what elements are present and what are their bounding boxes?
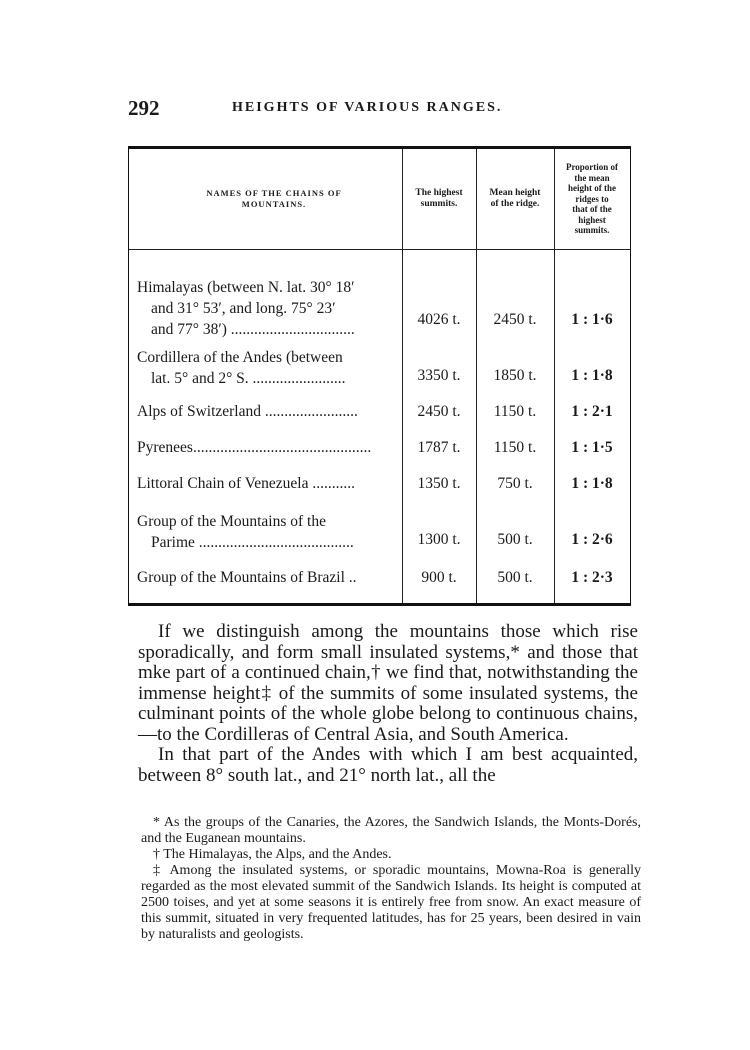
header-text: the mean <box>574 172 610 183</box>
highest-summit: 4026 t. <box>417 311 461 328</box>
range-name <box>137 277 395 340</box>
header-text: ridges to <box>575 193 609 204</box>
range-name <box>137 567 395 588</box>
footnotes <box>141 815 641 943</box>
mean-height: 500 t. <box>497 569 533 586</box>
body-text <box>138 622 638 786</box>
header-text: that of the <box>572 204 612 215</box>
proportion: 1 : 2·1 <box>571 403 613 420</box>
range-name-line: Parime ........................................ <box>151 534 354 551</box>
range-name <box>137 401 395 422</box>
mountain-heights-table <box>128 146 631 606</box>
proportion: 1 : 1·6 <box>571 311 613 328</box>
header-text: Mean height <box>489 188 541 198</box>
paragraph: If we distinguish among the mountains those which rise sporadically, and form small insulated systems,* and those that mke part of a continued chain,† we find that, notwithstanding the immense height‡ of the summits of some insulated systems, the culminant points of the whole globe belong to continuous chains,—to the Cordilleras of Central Asia, and South America. <box>138 621 638 745</box>
highest-summit: 2450 t. <box>417 403 461 420</box>
range-name-line: Group of the Mountains of the <box>137 513 326 530</box>
proportion: 1 : 2·6 <box>571 531 613 548</box>
range-name <box>137 511 395 553</box>
range-name-line: Alps of Switzerland ........................ <box>137 403 358 420</box>
range-name <box>137 437 395 458</box>
highest-summit: 1350 t. <box>417 475 461 492</box>
header-text: The highest <box>415 188 463 198</box>
range-name-line: and 31° 53′, and long. 75° 23′ <box>151 300 336 317</box>
footnote: † The Himalayas, the Alps, and the Andes. <box>153 847 392 862</box>
proportion: 1 : 2·3 <box>571 569 613 586</box>
paragraph: In that part of the Andes with which I am best acquainted, between 8° south lat., and 21° north lat., all the <box>138 744 638 786</box>
range-name-line: Littoral Chain of Venezuela ........... <box>137 475 355 492</box>
page-header <box>128 96 628 124</box>
highest-summit: 3350 t. <box>417 367 461 384</box>
page-number: 292 <box>128 96 160 120</box>
range-name-line: and 77° 38′) ................................ <box>151 321 355 338</box>
highest-summit: 900 t. <box>421 569 457 586</box>
mean-height: 1150 t. <box>493 439 537 456</box>
header-text: summits. <box>574 225 610 236</box>
mean-height: 750 t. <box>497 475 533 492</box>
running-head: HEIGHTS OF VARIOUS RANGES. <box>232 100 503 115</box>
range-name-line: lat. 5° and 2° S. ........................ <box>151 370 346 387</box>
column-header-highest <box>402 149 476 249</box>
range-name-line: Himalayas (between N. lat. 30° 18′ <box>137 279 355 296</box>
header-text: summits. <box>420 199 458 209</box>
highest-summit: 1787 t. <box>417 439 461 456</box>
proportion: 1 : 1·5 <box>571 439 613 456</box>
footnote: ‡ Among the insulated systems, or sporadic mountains, Mowna-Roa is generally regarded as the most elevated summit of the Sandwich Islands. Its height is computed at 2500 toises, and yet at some seasons it is entirely free from snow. An exact measure of this summit, situated in very frequented latitudes, has for 25 years, been desired in vain by naturalists and geologists. <box>141 863 641 942</box>
header-text: Proportion of <box>565 162 619 173</box>
header-text: highest <box>578 214 606 225</box>
column-header-names <box>159 149 389 249</box>
proportion: 1 : 1·8 <box>571 367 613 384</box>
highest-summit: 1300 t. <box>417 531 461 548</box>
header-divider <box>129 249 630 250</box>
header-text: NAMES OF THE CHAINS OF <box>206 188 342 198</box>
range-name-line: Pyrenees.............................................. <box>137 439 372 456</box>
header-text: height of the <box>568 183 616 194</box>
range-name <box>137 347 395 389</box>
header-text: MOUNTAINS. <box>241 199 307 209</box>
mean-height: 500 t. <box>497 531 533 548</box>
mean-height: 2450 t. <box>493 311 537 328</box>
mean-height: 1850 t. <box>493 367 537 384</box>
range-name <box>137 473 395 494</box>
proportion: 1 : 1·8 <box>571 475 613 492</box>
mean-height: 1150 t. <box>493 403 537 420</box>
footnote: * As the groups of the Canaries, the Azores, the Sandwich Islands, the Monts-Dorés, and the Euganean mountains. <box>141 815 641 846</box>
range-name-line: Cordillera of the Andes (between <box>137 349 343 366</box>
range-name-line: Group of the Mountains of Brazil .. <box>137 569 357 586</box>
header-text: of the ridge. <box>490 199 540 209</box>
column-header-proportion <box>554 149 630 249</box>
column-header-mean <box>476 149 554 249</box>
